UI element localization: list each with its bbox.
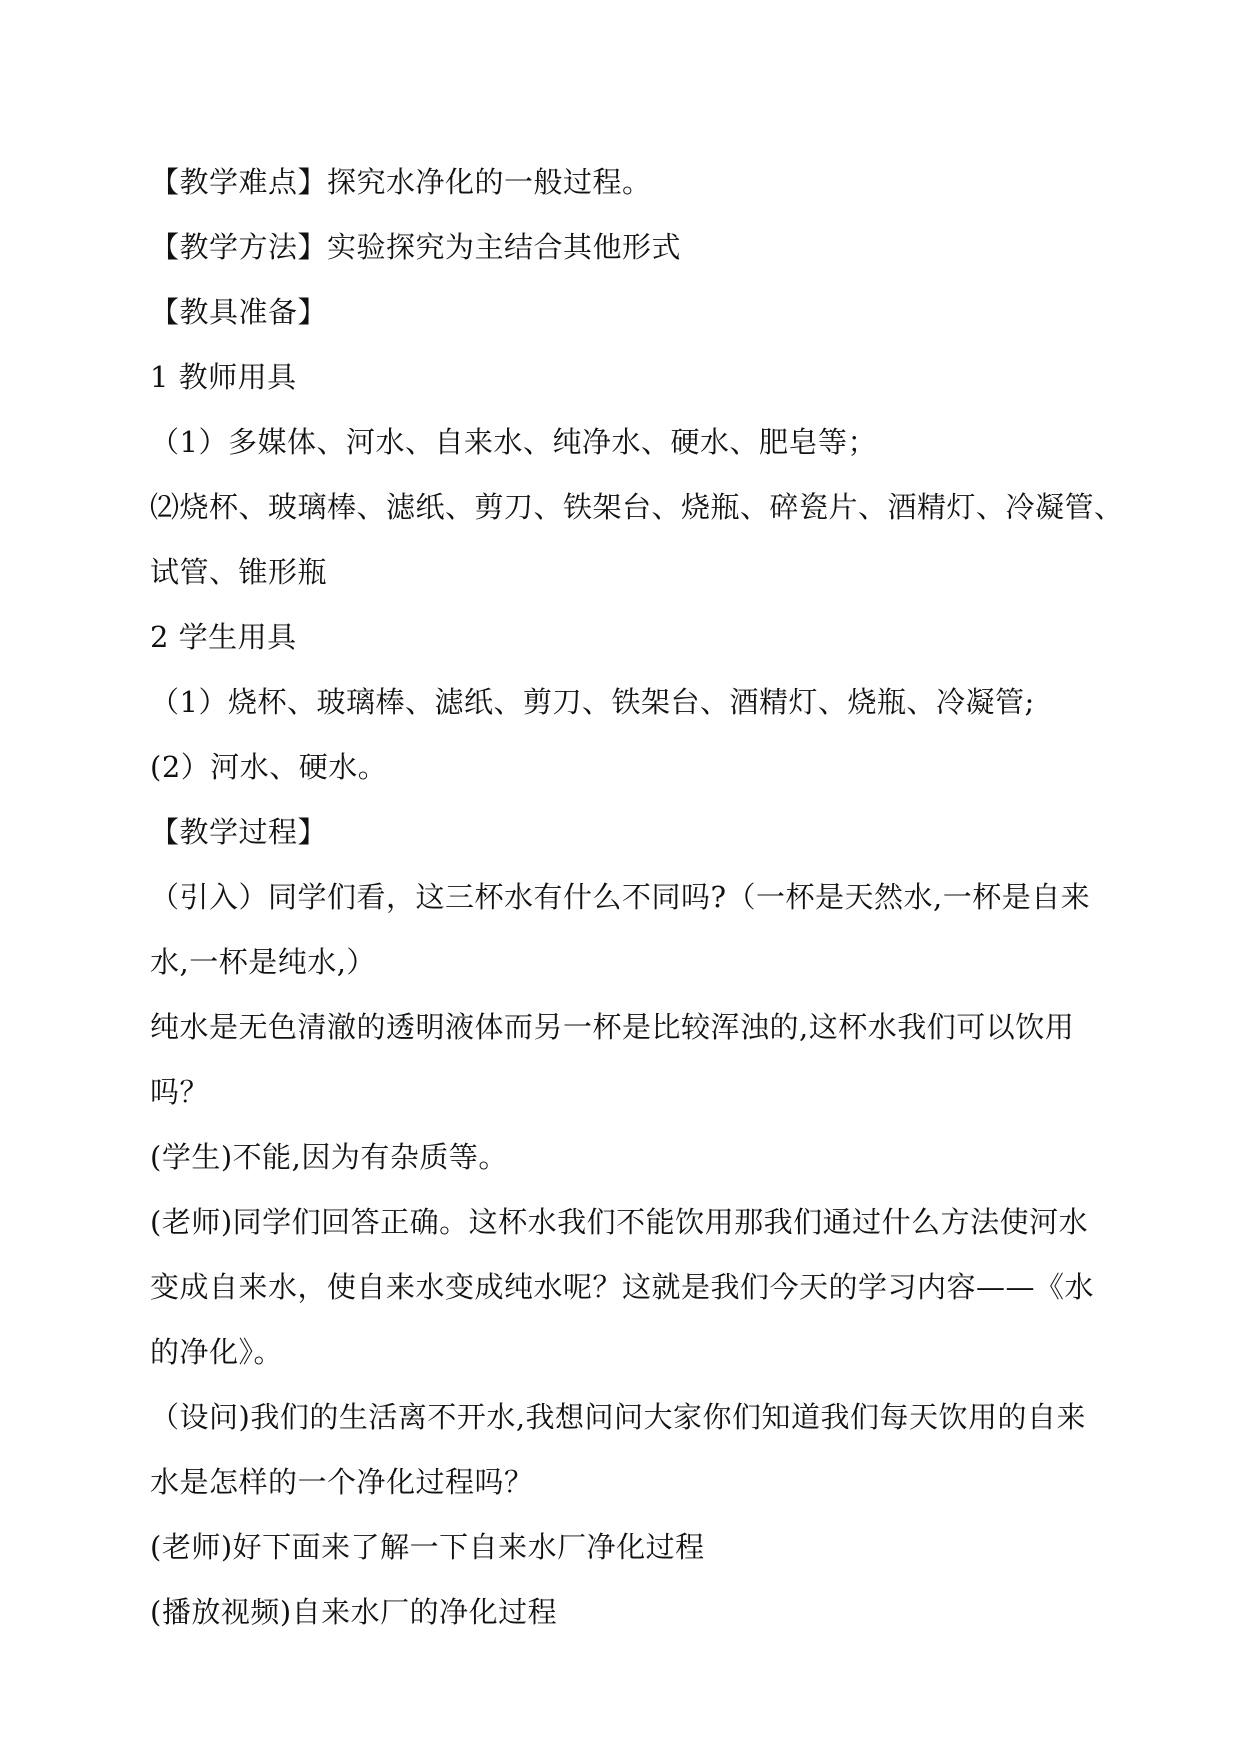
heading-teaching-process: 【教学过程】 — [150, 815, 328, 849]
heading-teaching-method: 【教学方法】实验探究为主结合其他形式 — [150, 230, 682, 264]
intro-paragraph: （引入）同学们看，这三杯水有什么不同吗?（一杯是天然水,一杯是自来 — [150, 880, 1091, 914]
student-tools-item-2: (2）河水、硬水。 — [150, 750, 388, 784]
teacher-intro-video: (老师)好下面来了解一下自来水厂净化过程 — [150, 1530, 705, 1564]
play-video-line: (播放视频)自来水厂的净化过程 — [150, 1595, 558, 1629]
pure-water-paragraph: 纯水是无色清澈的透明液体而另一杯是比较浑浊的,这杯水我们可以饮用 — [150, 1010, 1075, 1044]
intro-paragraph-cont: 水,一杯是纯水,） — [150, 945, 376, 979]
heading-teaching-difficulty: 【教学难点】探究水净化的一般过程。 — [150, 165, 652, 199]
teacher-tools-item-2: ⑵烧杯、玻璃棒、滤纸、剪刀、铁架台、烧瓶、碎瓷片、酒精灯、冷凝管、 — [150, 490, 1124, 524]
document-page — [150, 150, 1124, 1645]
question-paragraph: （设问)我们的生活离不开水,我想问问大家你们知道我们每天饮用的自来 — [150, 1400, 1087, 1434]
heading-teaching-aids: 【教具准备】 — [150, 295, 328, 329]
teacher-tools-title: 1 教师用具 — [150, 360, 297, 394]
student-answer: (学生)不能,因为有杂质等。 — [150, 1140, 508, 1174]
student-tools-title: 2 学生用具 — [150, 620, 297, 654]
student-tools-item-1: （1）烧杯、玻璃棒、滤纸、剪刀、铁架台、酒精灯、烧瓶、冷凝管; — [150, 685, 1035, 719]
teacher-paragraph: (老师)同学们回答正确。这杯水我们不能饮用那我们通过什么方法使河水 — [150, 1205, 1089, 1239]
teacher-paragraph-cont-2: 的净化》。 — [150, 1335, 284, 1369]
teacher-tools-item-2-cont: 试管、锥形瓶 — [150, 555, 328, 589]
teacher-tools-item-1: （1）多媒体、河水、自来水、纯净水、硬水、肥皂等； — [150, 425, 877, 459]
teacher-paragraph-cont-1: 变成自来水，使自来水变成纯水呢？这就是我们今天的学习内容——《水 — [150, 1270, 1095, 1304]
pure-water-paragraph-cont: 吗？ — [150, 1075, 210, 1109]
question-paragraph-cont: 水是怎样的一个净化过程吗？ — [150, 1465, 534, 1499]
